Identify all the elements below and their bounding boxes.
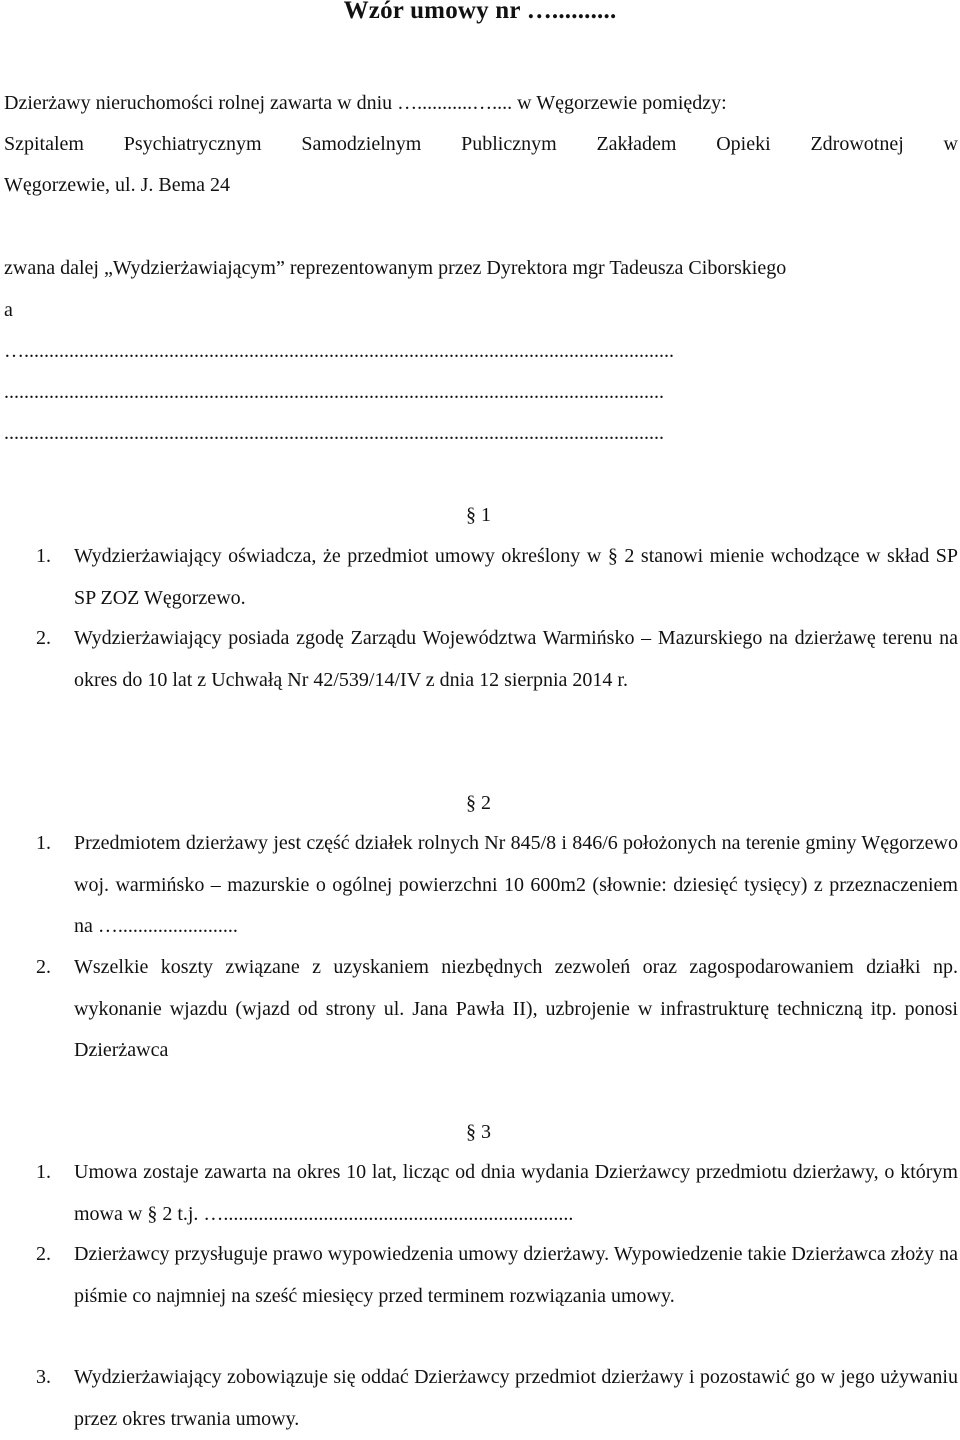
- section-1-item-1: [36, 536, 958, 619]
- item-text: Wszelkie koszty związane z uzyskaniem niezbędnych zezwoleń oraz zagospodarowaniem działki np. wykonanie wjazdu (wjazd od strony ul. Jana Pawła II), uzbrojenie w infrastrukturę techniczną itp. ponosi Dzierżawca: [74, 956, 958, 1061]
- item-text: Wydzierżawiający posiada zgodę Zarządu Województwa Warmińsko – Mazurskiego na dzierżawę terenu na okres do 10 lat z Uchwałą Nr 42/539/14/IV z dnia 12 sierpnia 2014 r.: [74, 627, 958, 691]
- section-1-item-2: [36, 618, 958, 701]
- item-number: 2.: [36, 956, 51, 978]
- intro-dots-3: ....................................................................................................................................: [4, 422, 664, 444]
- section-1-sign: § 1: [466, 504, 491, 526]
- item-number: 1.: [36, 1161, 51, 1183]
- section-2-item-1: [36, 823, 958, 948]
- item-number: 3.: [36, 1366, 51, 1388]
- intro-dots-2: ....................................................................................................................................: [4, 381, 664, 403]
- section-3-item-1: [36, 1152, 958, 1235]
- section-3-item-3: [36, 1357, 958, 1440]
- item-text: Wydzierżawiający oświadcza, że przedmiot umowy określony w § 2 stanowi mienie wchodzące w skład SP SP ZOZ Węgorzewo.: [74, 545, 958, 609]
- intro-line-5: a: [4, 299, 13, 321]
- item-number: 1.: [36, 832, 51, 854]
- intro-line-1: Dzierżawy nieruchomości rolnej zawarta w dniu …...........….... w Węgorzewie pomiędzy:: [4, 92, 727, 114]
- section-3-item-2: [36, 1234, 958, 1317]
- item-text: Dzierżawcy przysługuje prawo wypowiedzenia umowy dzierżawy. Wypowiedzenie takie Dzierżawca złoży na piśmie co najmniej na sześć miesięcy przed terminem rozwiązania umowy.: [74, 1243, 958, 1307]
- section-2-item-2: [36, 947, 958, 1072]
- section-3-sign: § 3: [466, 1121, 491, 1143]
- item-text: Wydzierżawiający zobowiązuje się oddać Dzierżawcy przedmiot dzierżawy i pozostawić go w jego używaniu przez okres trwania umowy.: [74, 1366, 958, 1430]
- document-title: Wzór umowy nr …..........: [343, 0, 617, 24]
- intro-dots-1: …..................................................................................................................................: [4, 340, 674, 362]
- intro-line-3: Węgorzewie, ul. J. Bema 24: [4, 174, 231, 196]
- section-2-sign: § 2: [466, 792, 491, 814]
- item-number: 1.: [36, 545, 51, 567]
- intro-line-4: zwana dalej „Wydzierżawiającym” reprezentowanym przez Dyrektora mgr Tadeusza Ciborskiego: [4, 257, 787, 279]
- intro-line-2: Szpitalem Psychiatrycznym Samodzielnym Publicznym Zakładem Opieki Zdrowotnej w: [4, 133, 958, 155]
- item-number: 2.: [36, 1243, 51, 1265]
- item-text: Umowa zostaje zawarta na okres 10 lat, licząc od dnia wydania Dzierżawcy przedmiotu dzierżawy, o którym mowa w § 2 t.j. …......................................................................: [74, 1161, 958, 1225]
- item-text: Przedmiotem dzierżawy jest część działek rolnych Nr 845/8 i 846/6 położonych na terenie gminy Węgorzewo woj. warmińsko – mazurskie o ogólnej powierzchni 10 600m2 (słownie: dziesięć tysięcy) z przeznaczeniem na …........................: [74, 832, 958, 937]
- item-number: 2.: [36, 627, 51, 649]
